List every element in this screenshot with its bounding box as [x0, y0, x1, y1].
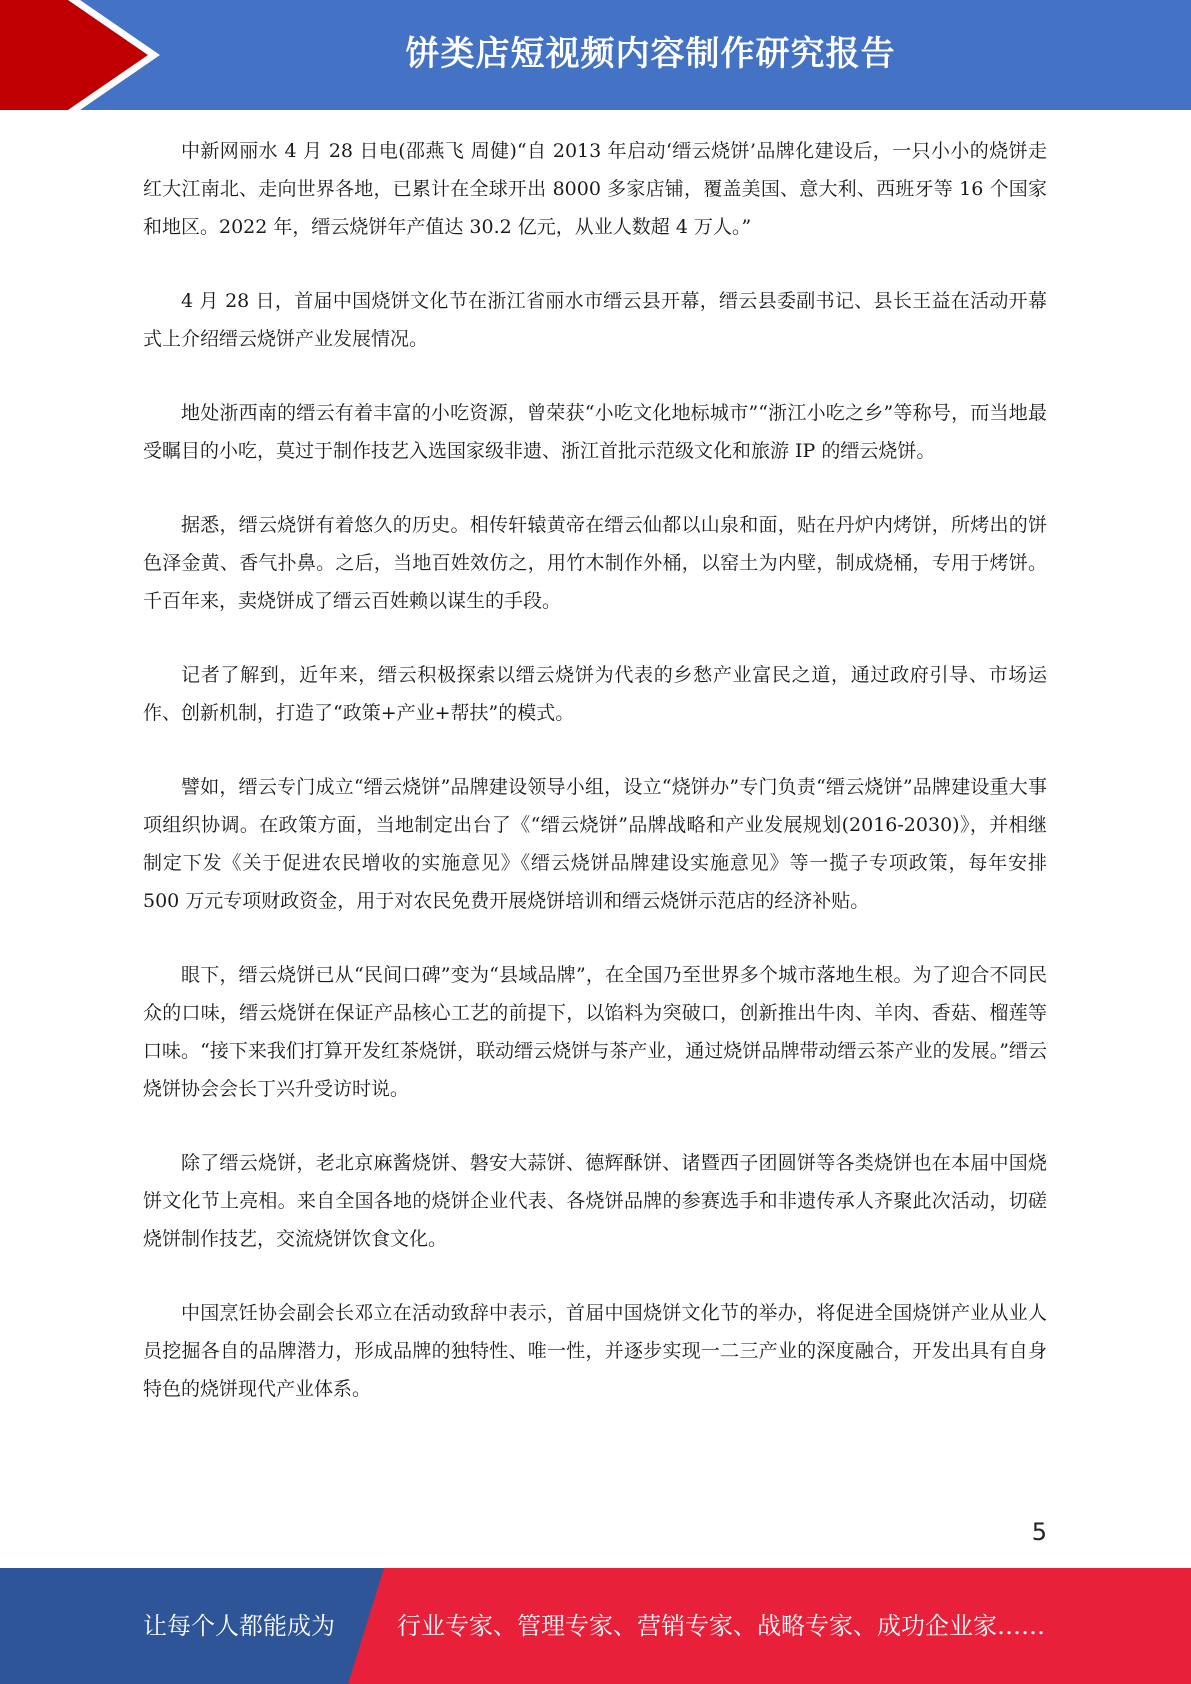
paragraph: 眼下，缙云烧饼已从“民间口碑”变为“县域品牌”，在全国乃至世界多个城市落地生根。为了迎合不同民众的口味，缙云烧饼在保证产品核心工艺的前提下，以馅料为突破口，创新推出牛肉、羊肉、香菇、榴莲等口味。“接下来我们打算开发红茶烧饼，联动缙云烧饼与茶产业，通过烧饼品牌带动缙云茶产业的发展。”缙云烧饼协会会长丁兴升受访时说。: [143, 964, 1047, 1100]
paragraph: 中新网丽水 4 月 28 日电(邵燕飞 周健)“自 2013 年启动‘缙云烧饼’品牌化建设后，一只小小的烧饼走红大江南北、走向世界各地，已累计在全球开出 8000 多家店铺，覆盖美国、意大利、西班牙等 16 个国家和地区。2022 年，缙云烧饼年产值达 30.2 亿元，从业人数超 4 万人。”: [143, 140, 1047, 238]
paragraph: 除了缙云烧饼，老北京麻酱烧饼、磐安大蒜饼、德辉酥饼、诸暨西子团圆饼等各类烧饼也在本届中国烧饼文化节上亮相。来自全国各地的烧饼企业代表、各烧饼品牌的参赛选手和非遗传承人齐聚此次活动，切磋烧饼制作技艺，交流烧饼饮食文化。: [143, 1152, 1047, 1250]
article-body: [143, 132, 1047, 1444]
footer-slogan-left: 让每个人都能成为: [143, 1612, 335, 1640]
page-number: 5: [1031, 1518, 1047, 1546]
report-title: 饼类店短视频内容制作研究报告: [405, 34, 896, 74]
paragraph: 地处浙西南的缙云有着丰富的小吃资源，曾荣获“小吃文化地标城市”“浙江小吃之乡”等称号，而当地最受瞩目的小吃，莫过于制作技艺入选国家级非遗、浙江首批示范级文化和旅游 IP 的缙云烧饼。: [143, 402, 1047, 462]
paragraph: 譬如，缙云专门成立“缙云烧饼”品牌建设领导小组，设立“烧饼办”专门负责“缙云烧饼”品牌建设重大事项组织协调。在政策方面，当地制定出台了《“缙云烧饼”品牌战略和产业发展规划(2016-2030)》，并相继制定下发《关于促进农民增收的实施意见》《缙云烧饼品牌建设实施意见》等一揽子专项政策，每年安排 500 万元专项财政资金，用于对农民免费开展烧饼培训和缙云烧饼示范店的经济补贴。: [143, 776, 1047, 912]
chevron-arrow-decoration: [0, 0, 160, 110]
paragraph: 据悉，缙云烧饼有着悠久的历史。相传轩辕黄帝在缙云仙都以山泉和面，贴在丹炉内烤饼，所烤出的饼色泽金黄、香气扑鼻。之后，当地百姓效仿之，用竹木制作外桶，以窑土为内壁，制成烧桶，专用于烤饼。千百年来，卖烧饼成了缙云百姓赖以谋生的手段。: [143, 514, 1047, 612]
footer-slogan-right: 行业专家、管理专家、营销专家、战略专家、成功企业家……: [397, 1612, 1045, 1640]
paragraph: 记者了解到，近年来，缙云积极探索以缙云烧饼为代表的乡愁产业富民之道，通过政府引导、市场运作、创新机制，打造了“政策+产业+帮扶”的模式。: [143, 664, 1047, 724]
page-header: [0, 0, 1191, 110]
page-footer: [0, 1568, 1191, 1684]
paragraph: 中国烹饪协会副会长邓立在活动致辞中表示，首届中国烧饼文化节的举办，将促进全国烧饼产业从业人员挖掘各自的品牌潜力，形成品牌的独特性、唯一性，并逐步实现一二三产业的深度融合，开发出具有自身特色的烧饼现代产业体系。: [143, 1302, 1047, 1400]
paragraph: 4 月 28 日，首届中国烧饼文化节在浙江省丽水市缙云县开幕，缙云县委副书记、县长王益在活动开幕式上介绍缙云烧饼产业发展情况。: [143, 290, 1047, 350]
